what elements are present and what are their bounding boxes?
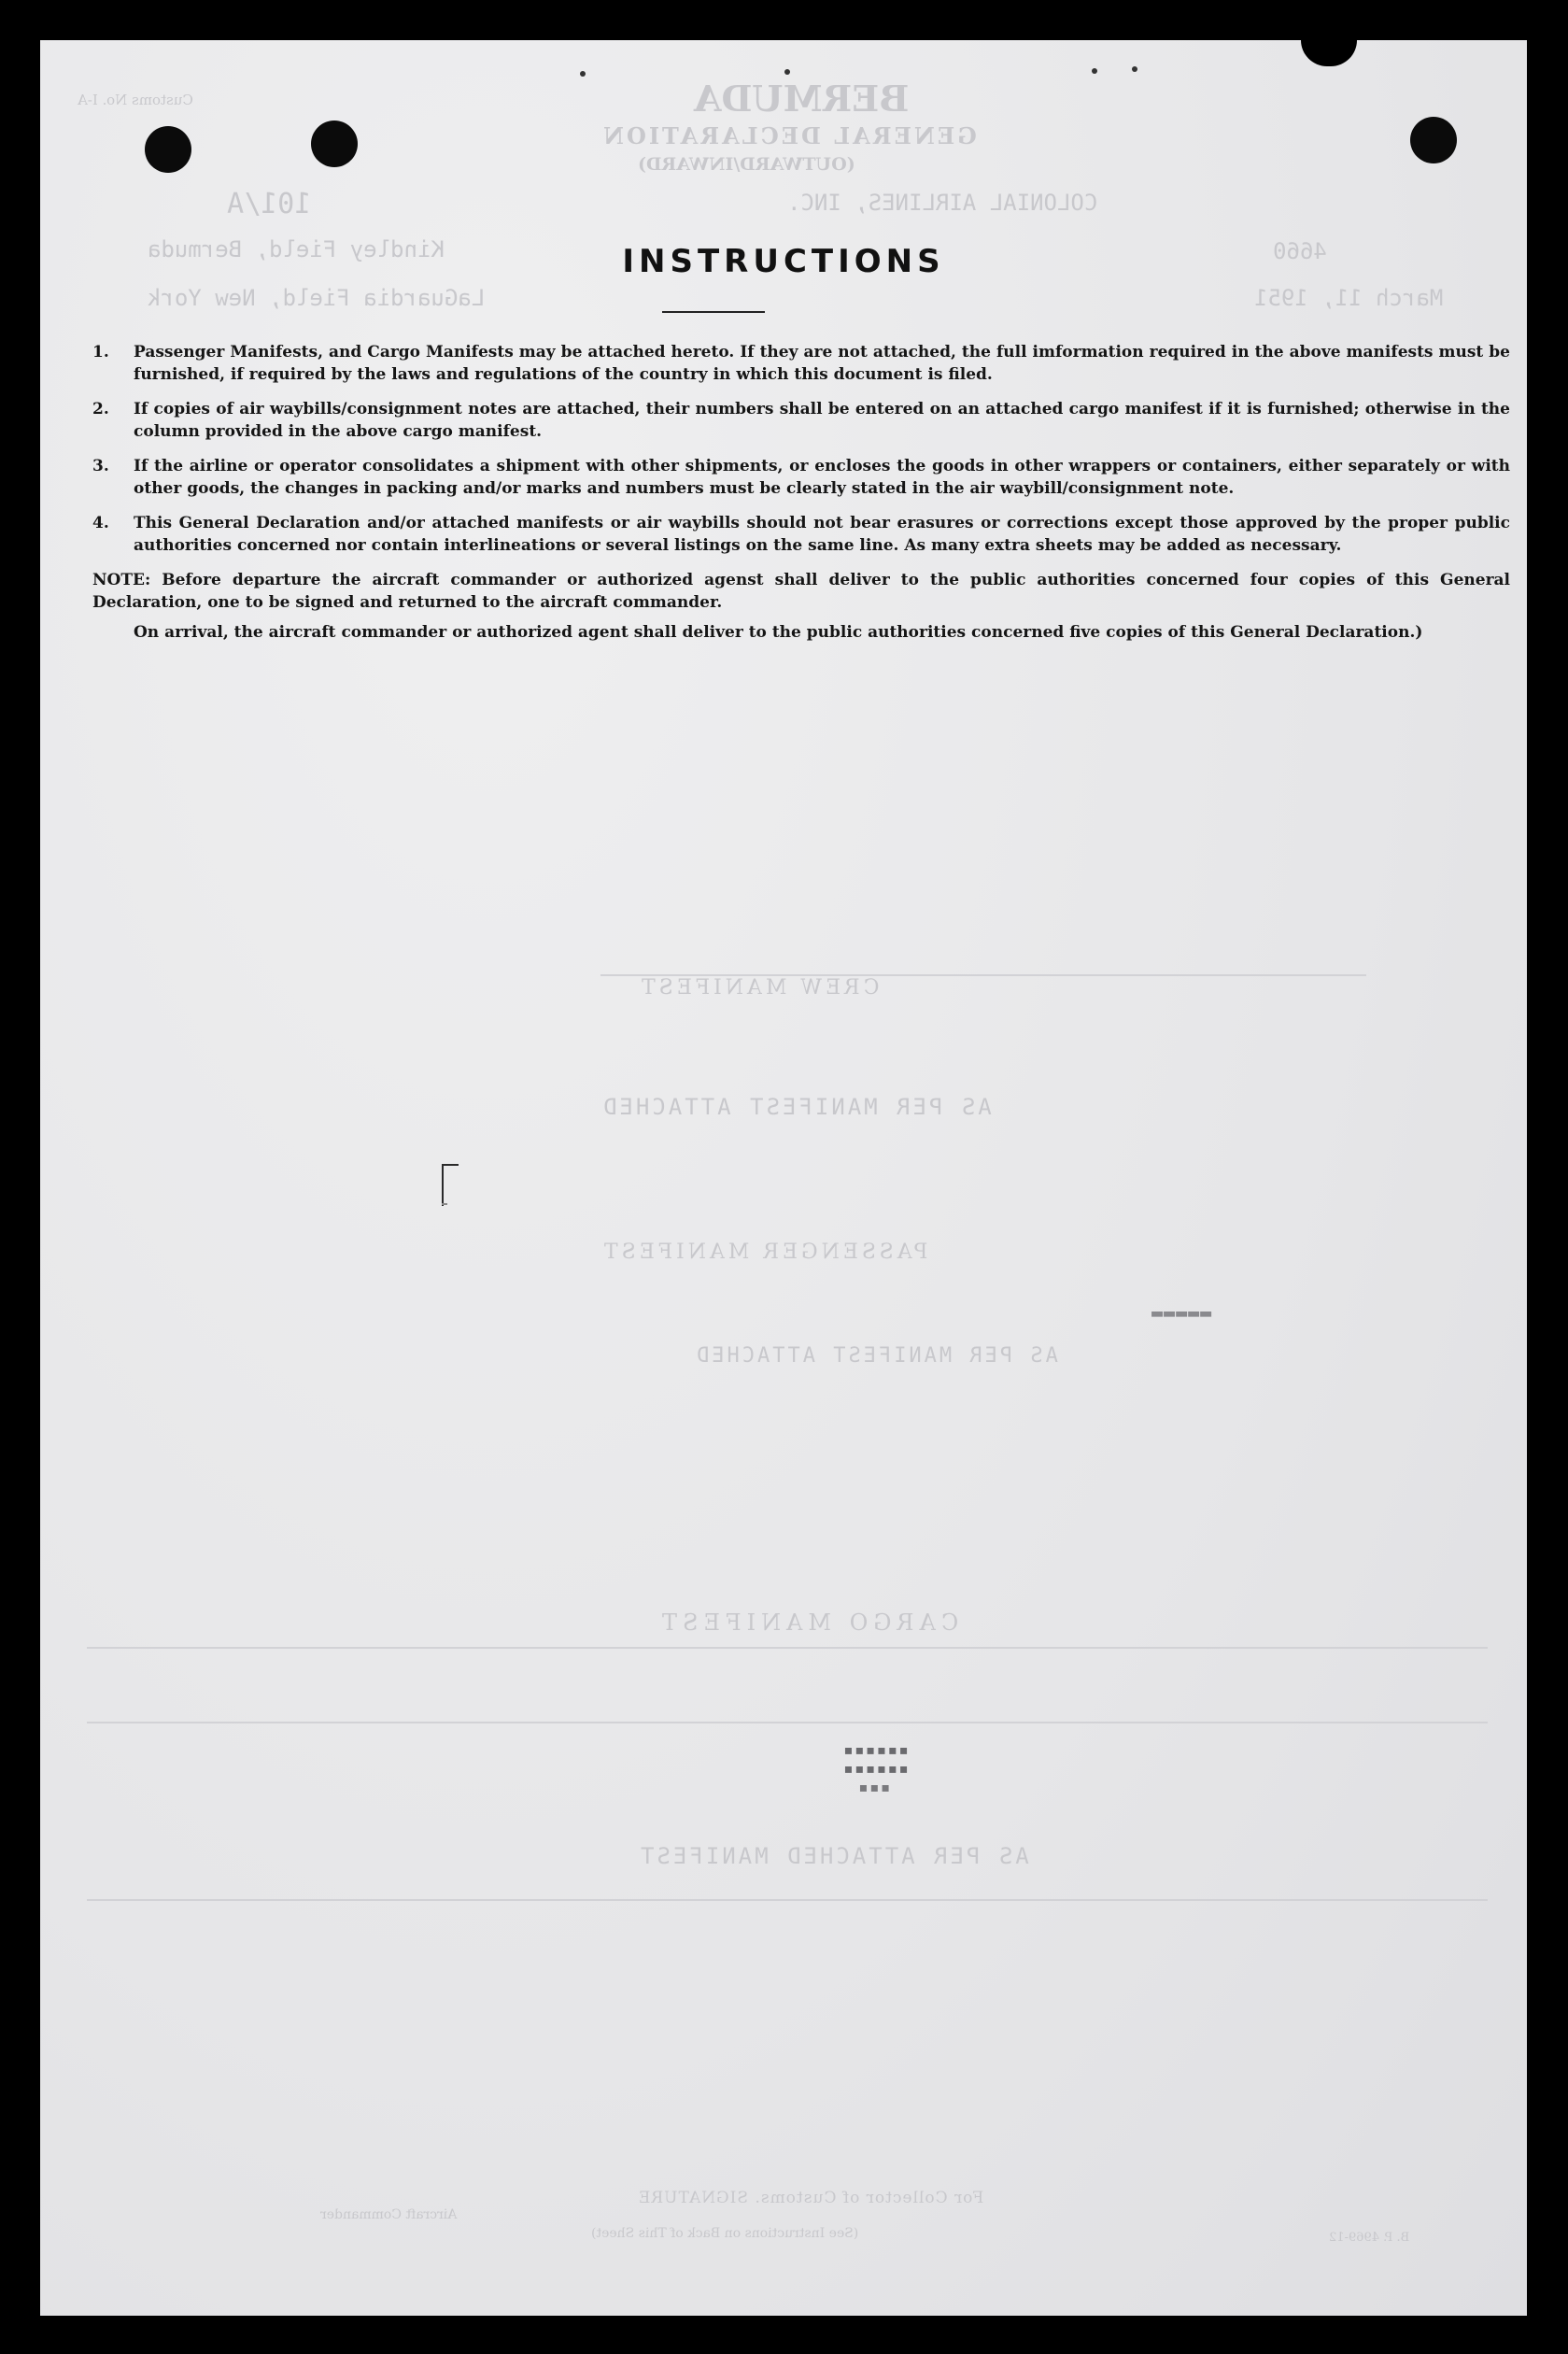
speck	[784, 69, 790, 75]
instruction-list	[92, 341, 1510, 644]
bleed-cargo-manifest: CARGO MANIFEST	[657, 1610, 959, 1636]
bleed-table-top	[87, 1647, 1488, 1649]
instruction-number: 1.	[92, 343, 109, 362]
punch-hole-center	[311, 121, 358, 167]
bleed-subheader: GENERAL DECLARATION	[600, 122, 977, 149]
bleed-commander: Aircraft Commander	[320, 2207, 458, 2222]
bleed-signature: For Collector of Customs. SIGNATURE	[638, 2189, 984, 2207]
pen-mark	[442, 1164, 444, 1206]
speck	[580, 71, 586, 77]
bleed-date: March 11, 1951	[1254, 285, 1444, 311]
bleed-table-bottom	[87, 1899, 1488, 1901]
bleed-print-code: B. P. 4969-12	[1329, 2231, 1410, 2245]
instruction-text: This General Declaration and/or attached manifests or air waybills should not bear erasures or corrections except those approved by the proper public authorities concerned nor contain interlineations or several listings on the same line. As many extra sheets may be added as necessary.	[134, 514, 1510, 555]
bleed-operator: COLONIAL AIRLINES, INC.	[787, 190, 1098, 216]
instruction-number: 4.	[92, 514, 109, 532]
stamp-smudge: ▬▬▬▬▬	[1151, 1301, 1213, 1324]
instruction-text: If the airline or operator consolidates a shipment with other shipments, or encloses the goods in other wrappers or containers, either separately or with other goods, the changes in packing and/or marks and numbers must be clearly stated in the air waybill/consignment note.	[134, 457, 1510, 498]
instruction-item	[92, 398, 1510, 443]
document-page	[40, 40, 1527, 2316]
page-title: INSTRUCTIONS	[622, 243, 945, 280]
speck	[1092, 68, 1097, 74]
edge-notch	[1301, 40, 1357, 66]
bleed-as-per-1: AS PER MANIFEST ATTACHED	[600, 1094, 992, 1120]
instruction-number: 2.	[92, 400, 109, 418]
bleed-table-mid	[87, 1722, 1488, 1723]
pen-mark	[442, 1164, 459, 1166]
bleed-passenger-manifest: PASSENGER MANIFEST	[600, 1241, 928, 1264]
bleed-direction: (OUTWARD/INWARD)	[638, 154, 855, 175]
stamp-smudge: ▪▪▪▪▪▪	[843, 1759, 911, 1779]
punch-hole-right	[1410, 117, 1457, 163]
pen-mark	[442, 1203, 447, 1205]
title-underline	[662, 311, 765, 313]
bleed-aircraft-no: 4660	[1273, 238, 1327, 264]
bleed-as-per-2: AS PER MANIFEST ATTACHED	[694, 1344, 1058, 1368]
bleed-destination: LaGuardia Field, New York	[148, 285, 486, 311]
bleed-form-no: Customs No. I-A	[78, 92, 193, 108]
punch-hole-left	[145, 126, 191, 173]
note-arrival-text: On arrival, the aircraft commander or authorized agent shall deliver to the public authorities concerned five copies of this General Declaration.)	[134, 623, 1423, 642]
speck	[1132, 66, 1137, 72]
note-label: NOTE:	[92, 571, 151, 589]
instruction-item	[92, 512, 1510, 557]
instruction-item	[92, 455, 1510, 500]
bleed-flight-no: 101/A	[227, 188, 312, 220]
instruction-text: If copies of air waybills/consignment notes are attached, their numbers shall be entered on an attached cargo manifest if it is furnished; otherwise in the column provided in the above cargo manifest.	[134, 400, 1510, 441]
bleed-as-per-3: AS PER ATTACHED MANIFEST	[638, 1843, 1029, 1869]
stamp-smudge: ▪▪▪▪▪▪	[843, 1740, 911, 1760]
instruction-text: Passenger Manifests, and Cargo Manifests may be attached hereto. If they are not attached, the full imformation required in the above manifests must be furnished, if required by the laws and regulations of the country in which this document is filed.	[134, 343, 1510, 384]
note-block	[92, 569, 1510, 644]
bleed-origin: Kindley Field, Bermuda	[148, 236, 445, 262]
stamp-smudge: ▪▪▪	[858, 1778, 892, 1797]
bleed-header: BERMUDA	[694, 78, 910, 120]
instruction-number: 3.	[92, 457, 109, 475]
bleed-footer-note: (See Instructions on Back of This Sheet)	[591, 2226, 859, 2241]
note-departure-text: Before departure the aircraft commander or authorized agenst shall deliver to the public authorities concerned four copies of this General Declaration, one to be signed and returned to the aircraft commander.	[92, 571, 1510, 612]
instruction-item	[92, 341, 1510, 386]
bleed-crew-manifest: CREW MANIFEST	[638, 976, 880, 1000]
